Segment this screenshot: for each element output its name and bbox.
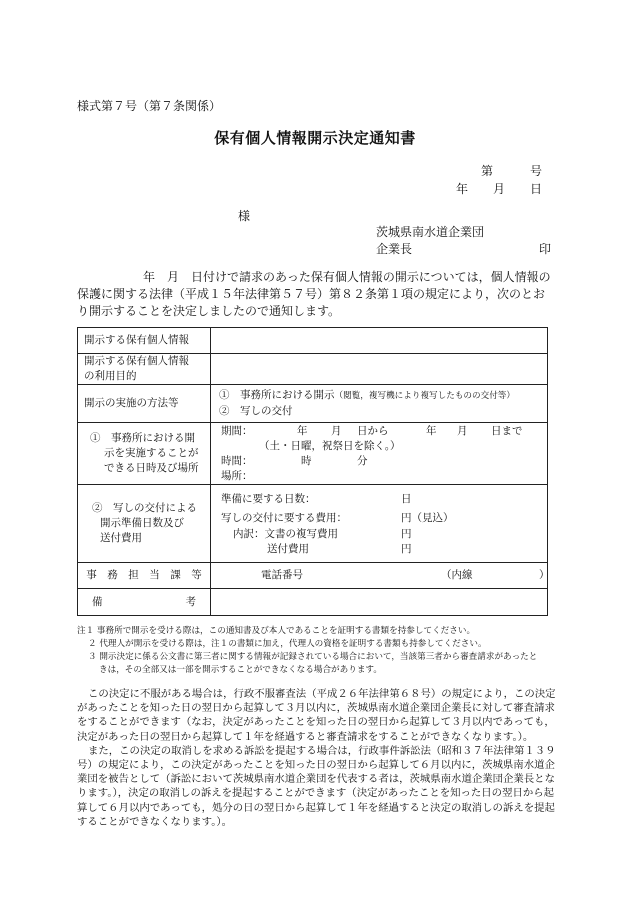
note-3-continued: きは，その全部又は一部を開示することができなくなる場合があります。 (99, 665, 382, 675)
note-1: 注１ 事務所で開示を受ける際は，この通知書及び本人であることを証明する書類を持参してください。 (77, 626, 476, 636)
label-copy-delivery: ② 写しの交付による 開示準備日数及び 送付費用 (78, 485, 211, 563)
disclosure-details-table (77, 327, 548, 616)
intro-line-2: 保護に関する法律（平成１５年法律第５７号）第８２条第１項の規定により，次のとお (77, 287, 546, 301)
addressee-suffix: 様 (238, 209, 251, 223)
label-method: 開示の実施の方法等 (78, 385, 211, 423)
table-row (78, 589, 548, 616)
form-number: 様式第７号（第７条関係） (77, 99, 222, 113)
issuer-organization: 茨城県南水道企業団 (376, 225, 485, 239)
table-row (78, 563, 548, 589)
intro-line-3: り開示することを決定しましたので通知します。 (77, 304, 341, 318)
label-remarks: 備 考 (78, 589, 211, 616)
notes-section (77, 625, 562, 677)
value-contact-dept: 電話番号 （内線 ） (211, 563, 548, 589)
value-purpose (211, 354, 548, 385)
value-copy-delivery: 準備に要する日数： 日 写しの交付に要する費用： 円（見込） 内訳：文書の複写費用 円 送付費用 円 (211, 485, 548, 563)
label-contact-dept: 事 務 担 当 課 等 (78, 563, 211, 589)
document-number-label: 第 (481, 164, 494, 178)
value-disclosed-info (211, 328, 548, 354)
value-office-schedule: 期間： 年 月 日から 年 月 日まで （土・日曜，祝祭日を除く。） 時間： 時 分 場所： (211, 423, 548, 485)
intro-line-1: 年 月 日付けで請求のあった保有個人情報の開示については，個人情報の (143, 270, 551, 284)
appeal-paragraph-2: また，この決定の取消しを求める訴訟を提起する場合は，行政事件訴訟法（昭和３７年法律第１３９号）の規定により，この決定があったことを知った日の翌日から起算して６月以内に，茨城県南水道企業団を被告として（訴訟において茨城県南水道企業団を代表する者は，茨城県南水道企業団企業長となります。），決定の取消しの訴えを提起することができます（決定があったことを知った日の翌日から起算して６月以内であっても，処分の日の翌日から起算して１年を経過すると決定の取消しの訴えを提起することができなくなります。）。 (77, 744, 556, 828)
page-title: 保有個人情報開示決定通知書 (214, 129, 416, 147)
table-row (78, 385, 548, 423)
appeal-information (77, 687, 562, 829)
date-day: 日 (530, 182, 543, 196)
note-2: ２ 代理人が開示を受ける際は，注１の書類に加え，代理人の資格を証明する書類も持参してください。 (88, 639, 487, 649)
issuer-title: 企業長 (376, 242, 413, 256)
date-year: 年 (456, 182, 469, 196)
table-row (78, 485, 548, 563)
table-row (78, 354, 548, 385)
value-method: ① 事務所における開示（閲覧，複写機により複写したものの交付等） ② 写しの交付 (211, 385, 548, 423)
label-purpose: 開示する保有個人情報 の利用目的 (78, 354, 211, 385)
document-number-suffix: 号 (530, 164, 543, 178)
label-disclosed-info: 開示する保有個人情報 (78, 328, 211, 354)
value-remarks (211, 589, 548, 616)
seal-mark: 印 (539, 242, 552, 256)
label-office-schedule: ① 事務所における開 示を実施することが できる日時及び場所 (78, 423, 211, 485)
table-row (78, 423, 548, 485)
appeal-paragraph-1: この決定に不服がある場合は，行政不服審査法（平成２６年法律第６８号）の規定により，この決定があったことを知った日の翌日から起算して３月以内に，茨城県南水道企業団企業長に対して審査請求をすることができます（なお，決定があったことを知った日の翌日から起算して３月以内であっても，決定があった日の翌日から起算して１年を経過すると審査請求をすることができなくなります。）。 (77, 688, 556, 743)
table-row (78, 328, 548, 354)
date-month: 月 (493, 182, 506, 196)
note-3: ３ 開示決定に係る公文書に第三者に関する情報が記録されている場合において，当該第三者から審査請求があったと (88, 652, 538, 662)
